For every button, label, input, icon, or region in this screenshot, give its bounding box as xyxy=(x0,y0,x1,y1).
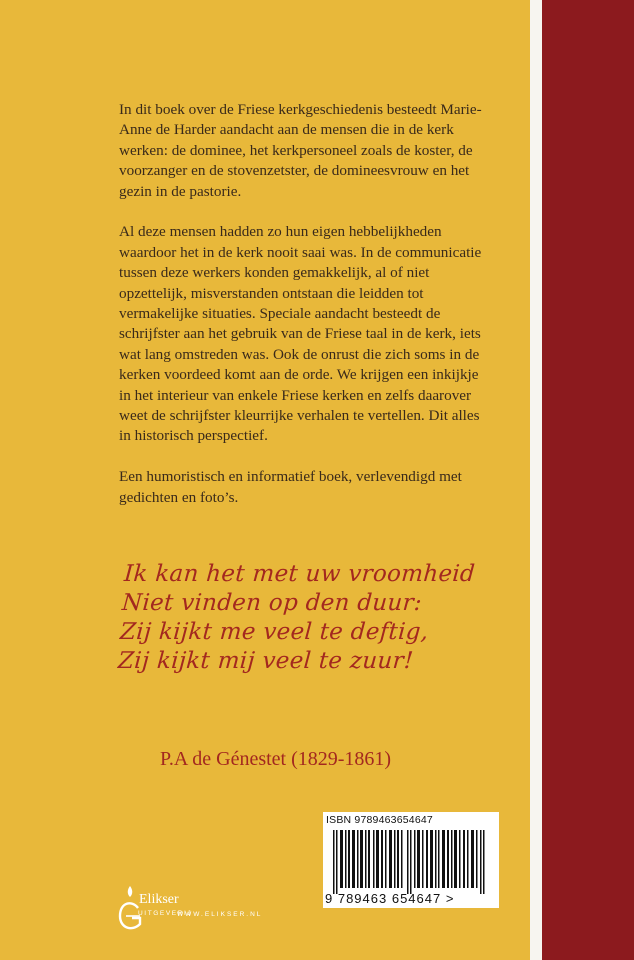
spine xyxy=(542,0,634,960)
elikser-logo-icon xyxy=(112,878,212,938)
blurb-paragraph-2: Al deze mensen hadden zo hun eigen hebbelijkheden waardoor het in de kerk nooit saai was. In de communicatie tussen deze werkers konden gemakkelijk, al of niet opzettelijk, misverstanden ontstaan die leidden tot vermakelijke situaties. Speciale aandacht besteedt de schrijfster aan het gebruik van de Friese taal in de kerk, iets wat lang omstreden was. Ook de onrust die zich soms in de kerken voordeed komt aan de orde. We krijgen een inkijkje in het interieur van enkele Friese kerken en zelfs daarover weet de schrijfster kleurrijke verhalen te vertellen. Dit alles in historisch perspectief. xyxy=(119,223,482,445)
poem-quote xyxy=(117,560,505,676)
publisher-website: WWW.ELIKSER.NL xyxy=(177,911,263,918)
publisher-subtitle: UITGEVERIJ xyxy=(138,910,193,917)
poem-line-3: Zij kijkt me veel te deftig, xyxy=(119,619,430,645)
isbn-digits: 9 789463 654647 > xyxy=(325,891,455,906)
blurb-paragraph-1: In dit boek over de Friese kerkgeschiedenis besteedt Marie-Anne de Harder aandacht aan de mensen die in de kerk werken: de dominee, het kerkpersoneel zoals de koster, de voorzanger en de stovenzetster, de domineesvrouw en het gezin in de pastorie. xyxy=(119,101,482,200)
isbn-barcode-box xyxy=(323,812,499,908)
poem-line-2: Niet vinden op den duur: xyxy=(121,590,423,616)
cover-edge xyxy=(530,0,542,960)
poem-attribution: P.A de Génestet (1829-1861) xyxy=(160,748,392,770)
blurb-text xyxy=(119,100,491,528)
poem-line-1: Ik kan het met uw vroomheid xyxy=(123,561,476,587)
barcode-icon xyxy=(333,830,489,894)
poem-line-4: Zij kijkt mij veel te zuur! xyxy=(117,648,415,674)
publisher-name: Elikser xyxy=(139,892,179,907)
isbn-label: ISBN 9789463654647 xyxy=(326,814,433,826)
blurb-paragraph-3: Een humoristisch en informatief boek, verlevendigd met gedichten en foto’s. xyxy=(119,468,462,506)
